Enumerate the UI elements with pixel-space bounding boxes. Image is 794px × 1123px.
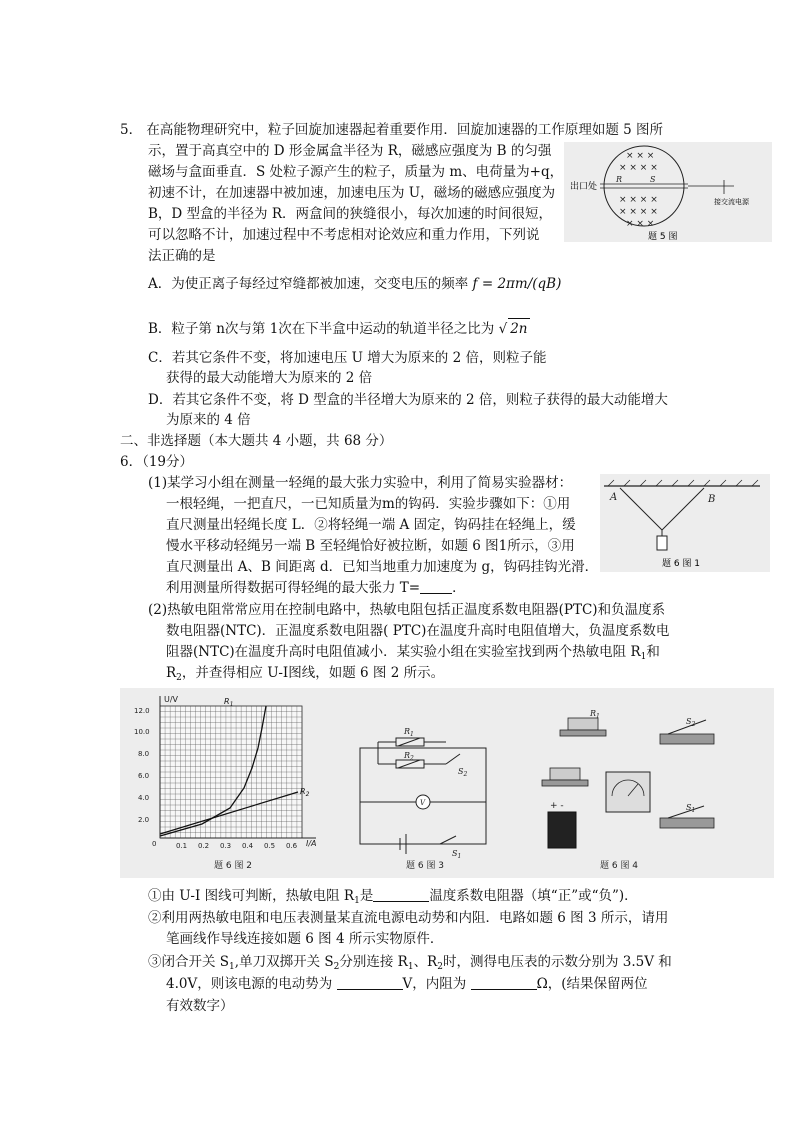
circuit-r2-label: $R_2$ bbox=[404, 751, 414, 762]
q5-option-b: B．粒子第 n次与第 1次在下半盒中运动的轨道半径之比为 √ 2n bbox=[148, 318, 530, 339]
circuit-voltmeter: V bbox=[420, 799, 426, 807]
ytick-6: 6.0 bbox=[138, 772, 150, 780]
q5-line-5: B，D 型盒的半径为 R．两盒间的狭缝很小，每次加速的时间很短， bbox=[148, 206, 552, 222]
q6-p1-line-4: 慢水平移动轻绳另一端 B 至轻绳恰好被拉断，如题 6 图1所示，③用 bbox=[166, 538, 575, 554]
svg-text:× × × ×: × × × × bbox=[619, 195, 658, 205]
figure-6-1-rope bbox=[600, 474, 770, 572]
q6-heading: 6．（19分） bbox=[120, 454, 194, 470]
kit-s1-label: $S_1$ bbox=[686, 803, 696, 814]
q6-sub-3-tail: Ω，(结果保留两位 bbox=[536, 976, 648, 992]
q5-line-4: 初速不计，在加速器中被加速，加速电压为 U，磁场的磁感应强度为 bbox=[148, 185, 556, 201]
q6-sub-3-e: 时，测得电压表的示数分别为 3.5V 和 bbox=[442, 954, 672, 970]
ui-graph-6-2 bbox=[134, 695, 317, 871]
q6-sub-1-text: ①由 U-I 图线可判断，热敏电阻 R bbox=[148, 888, 355, 904]
fig5-ac-label: 接交流电源 bbox=[714, 198, 749, 206]
graph-xlabel: I/A bbox=[306, 839, 317, 848]
q6-sub-3-a: ③闭合开关 S bbox=[148, 954, 230, 970]
q6-sub-3-a-sub: 1 bbox=[229, 962, 235, 972]
q6-sub-3-r-text: V，内阻为 bbox=[402, 976, 467, 992]
q6-p2-and: 和 bbox=[646, 644, 660, 660]
q6-p2-line-2: 数电阻器(NTC)．正温度系数电阻器( PTC)在温度升高时电阻值增大，负温度系数电 bbox=[166, 623, 670, 639]
ytick-8: 8.0 bbox=[138, 750, 150, 758]
q6-p2-line-3-text: 阻器(NTC)在温度升高时电阻值减小．某实验小组在实验室找到两个热敏电阻 R bbox=[166, 644, 641, 660]
q6-p2-r2-sub: 2 bbox=[176, 673, 182, 683]
circuit-r1-label: $R_1$ bbox=[404, 727, 414, 738]
xtick-06: 0.6 bbox=[286, 842, 298, 850]
figure-6-strip bbox=[120, 688, 774, 878]
q6-sub-2-line-1: ②利用两热敏电阻和电压表测量某直流电源电动势和内阻．电路如题 6 图 3 所示，请用 bbox=[148, 910, 669, 926]
svg-text:× × ×: × × × bbox=[626, 151, 655, 161]
q5-option-c-2: 获得的最大动能增大为原来的 2 倍 bbox=[166, 370, 373, 386]
graph-origin: 0 bbox=[152, 840, 157, 848]
fig5-exit-label: 出口处 bbox=[570, 182, 598, 192]
q6-resistance-blank[interactable] bbox=[471, 975, 537, 990]
graph-r1-label: $R_1$ bbox=[224, 697, 234, 708]
q6-sub-3-b-sub: 2 bbox=[333, 962, 340, 972]
graph-caption: 题 6 图 2 bbox=[214, 861, 253, 871]
q6-sub-3-emf-text: 4.0V，则该电源的电动势为 bbox=[166, 976, 333, 992]
q6-sub-3-line-2 bbox=[166, 974, 648, 994]
kit-r1-label: $R_1$ bbox=[590, 709, 600, 720]
graph-r2-label: $R_2$ bbox=[300, 787, 310, 798]
q5-option-d-1: D．若其它条件不变，将 D 型盒的半径增大为原来的 2 倍，则粒子获得的最大动能增大 bbox=[148, 392, 668, 408]
xtick-03: 0.3 bbox=[220, 842, 232, 850]
ytick-2: 2.0 bbox=[138, 816, 150, 824]
q6-p1-line-3: 直尺测量出轻绳长度 L．②将轻绳一端 A 固定，钩码挂在轻绳上，缓 bbox=[166, 517, 576, 533]
q5-option-b-text: B．粒子第 n次与第 1次在下半盒中运动的轨道半径之比为 bbox=[148, 321, 495, 337]
svg-text:× × ×: × × × bbox=[626, 219, 655, 229]
q6-sub-1-tail: 温度系数电阻器（填“正”或“负”)． bbox=[429, 888, 638, 904]
q5-line-3: 磁场与盒面垂直．S 处粒子源产生的粒子，质量为 m、电荷量为+q， bbox=[148, 164, 564, 180]
fig5-r-label: R bbox=[616, 175, 623, 184]
q5-line-2: 示，置于高真空中的 D 形金属盒半径为 R，磁感应强度为 B 的匀强 bbox=[148, 143, 552, 159]
q6-p2-r1-sub: 1 bbox=[640, 652, 647, 662]
q5-line-7: 法正确的是 bbox=[148, 248, 216, 264]
q6-sub-3-d: 、R bbox=[413, 954, 438, 970]
q6-sub-1-sub: 1 bbox=[354, 896, 360, 906]
q6-p1-line-6 bbox=[166, 578, 466, 598]
q6-p1-line-1: (1)某学习小组在测量一轻绳的最大张力实验中，利用了简易实验器材： bbox=[148, 475, 573, 491]
q6-sub-3-c: 分别连接 R bbox=[339, 954, 408, 970]
q6-tension-text: 利用测量所得数据可得轻绳的最大张力 T= bbox=[166, 580, 421, 596]
q5-line-6: 可以忽略不计，加速过程中不考虑相对论效应和重力作用，下列说 bbox=[148, 227, 540, 243]
svg-text:+ -: + - bbox=[550, 801, 564, 811]
kit-caption: 题 6 图 4 bbox=[600, 861, 639, 871]
q6-p2-line-1: (2)热敏电阻常常应用在控制电路中，热敏电阻包括正温度系数电阻器(PTC)和负温度系 bbox=[148, 602, 666, 618]
svg-text:× × × ×: × × × × bbox=[619, 207, 658, 217]
q5-option-c-1: C．若其它条件不变，将加速电压 U 增大为原来的 2 倍，则粒子能 bbox=[148, 350, 547, 366]
circuit-s1-label: $S_1$ bbox=[452, 849, 462, 860]
kit-s2-label: $S_2$ bbox=[686, 717, 696, 728]
q6-sub-3-line-3: 有效数字） bbox=[166, 998, 234, 1014]
q6-p2-line-4 bbox=[166, 663, 444, 688]
fig6-1-label-a: A bbox=[610, 492, 618, 503]
q6-tension-blank[interactable] bbox=[420, 579, 452, 594]
q6-sub-2-line-2: 笔画线作导线连接如题 6 图 4 所示实物原件． bbox=[166, 931, 444, 947]
q6-sub-3-b: ,单刀双掷开关 S bbox=[234, 954, 334, 970]
fig5-caption: 题 5 图 bbox=[648, 232, 678, 242]
q5-option-a-text: A．为使正离子每经过窄缝都被加速，交变电压的频率 bbox=[148, 276, 469, 292]
fig5-s-label: S bbox=[650, 175, 656, 184]
ytick-10: 10.0 bbox=[134, 728, 150, 736]
q5-option-b-formula: 2n bbox=[508, 318, 529, 339]
q5-option-d-2: 为原来的 4 倍 bbox=[166, 412, 251, 428]
q6-sub-3-c-sub: 1 bbox=[407, 962, 414, 972]
xtick-05: 0.5 bbox=[264, 842, 276, 850]
ytick-12: 12.0 bbox=[134, 707, 150, 715]
q6-emf-blank[interactable] bbox=[337, 975, 403, 990]
ytick-4: 4.0 bbox=[138, 794, 150, 802]
q5-line-1: 5． 在高能物理研究中，粒子回旋加速器起着重要作用．回旋加速器的工作原理如题 5 图所 bbox=[120, 122, 664, 138]
q6-p1-line-2: 一根轻绳，一把直尺，一已知质量为m的钩码．实验步骤如下：①用 bbox=[166, 496, 571, 512]
circuit-caption: 题 6 图 3 bbox=[406, 861, 445, 871]
circuit-s2-label: $S_2$ bbox=[458, 767, 468, 778]
xtick-02: 0.2 bbox=[198, 842, 210, 850]
q5-option-a-formula: f = 2πm/(qB) bbox=[472, 276, 562, 292]
figure-5-cyclotron bbox=[564, 142, 772, 242]
q6-tension-end: ． bbox=[452, 580, 466, 596]
q6-sub-1-blank[interactable] bbox=[373, 887, 429, 902]
fig6-1-label-b: B bbox=[708, 494, 716, 505]
q6-p2-line-4-text: ，并查得相应 U-I图线，如题 6 图 2 所示。 bbox=[181, 665, 445, 681]
q5-option-a bbox=[148, 274, 561, 294]
graph-ylabel: U/V bbox=[164, 695, 179, 704]
q6-sub-3-d-sub: 2 bbox=[437, 962, 443, 972]
q6-sub-1-is: 是 bbox=[359, 888, 374, 904]
section-2-title: 二、非选择题（本大题共 4 小题，共 68 分） bbox=[120, 433, 393, 449]
xtick-04: 0.4 bbox=[242, 842, 254, 850]
fig6-1-caption: 题 6 图 1 bbox=[662, 559, 701, 569]
q6-p2-r2: R bbox=[166, 665, 177, 681]
ui-circuit-6-3 bbox=[360, 738, 486, 854]
q6-p1-line-5: 直尺测量出 A、B 间距离 d．已知当地重力加速度为 g，钩码挂钩光滑． bbox=[166, 559, 599, 575]
svg-text:× × × ×: × × × × bbox=[619, 163, 658, 173]
ui-kit-6-4 bbox=[542, 718, 714, 848]
xtick-01: 0.1 bbox=[176, 842, 188, 850]
